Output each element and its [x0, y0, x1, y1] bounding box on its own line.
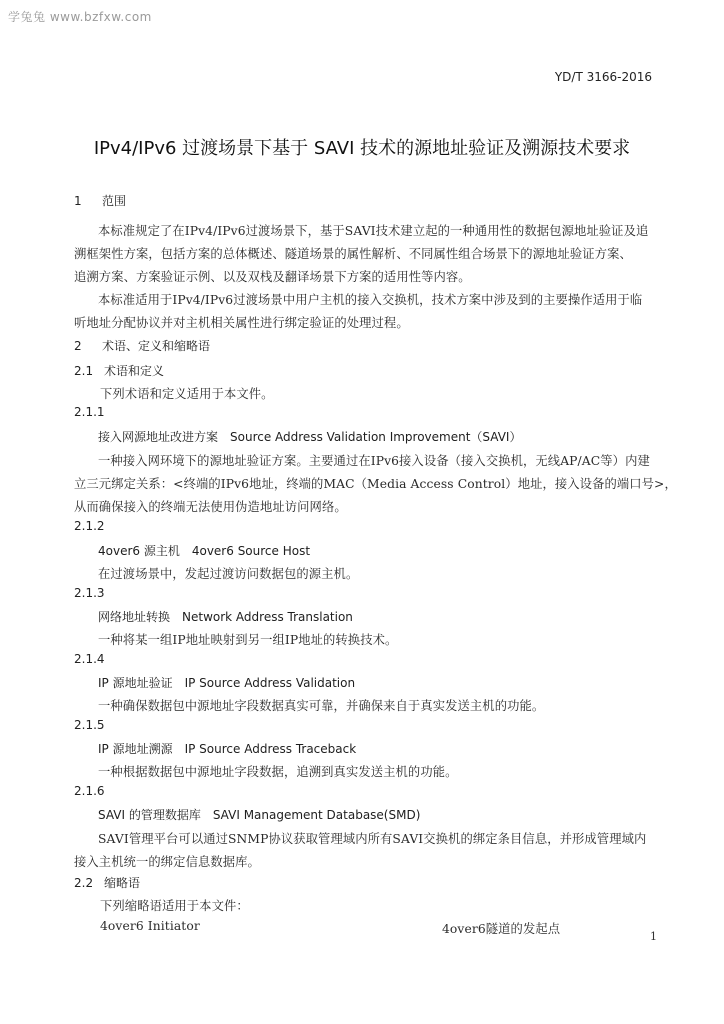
term-number: 2.1.2: [74, 519, 105, 533]
page-title: IPv4/IPv6 过渡场景下基于 SAVI 技术的源地址验证及溯源技术要求: [93, 138, 631, 159]
term-number: 2.1.5: [74, 718, 105, 732]
abbreviation-definition: 4over6隧道的发起点: [442, 922, 561, 936]
section-number: 2.2: [74, 876, 94, 890]
paragraph-line: 溯框架性方案，包括方案的总体概述、隧道场景的属性解析、不同属性组合场景下的源地址验证方案、: [74, 247, 632, 261]
paragraph-line: 一种接入网环境下的源地址验证方案。主要通过在IPv6接入设备（接入交换机，无线AP/AC等）内建: [98, 454, 650, 468]
paragraph-line: 立三元绑定关系：<终端的IPv6地址，终端的MAC（Media Access Control）地址，接入设备的端口号>，: [74, 477, 677, 491]
paragraph-line: 接入主机统一的绑定信息数据库。: [74, 855, 260, 869]
section-2-heading: [74, 337, 210, 354]
section-1-heading: [74, 192, 126, 209]
page-number: 1: [650, 930, 657, 943]
paragraph-line: 一种将某一组IP地址映射到另一组IP地址的转换技术。: [98, 633, 398, 647]
section-title: 范围: [102, 194, 127, 208]
term-title: 4over6 源主机 4over6 Source Host: [98, 544, 311, 558]
section-number: 2: [74, 339, 82, 353]
paragraph-line: 追溯方案、方案验证示例、以及双栈及翻译场景下方案的适用性等内容。: [74, 270, 471, 284]
paragraph-line: 下列术语和定义适用于本文件。: [100, 387, 274, 401]
paragraph-line: SAVI管理平台可以通过SNMP协议获取管理域内所有SAVI交换机的绑定条目信息，并形成管理域内: [98, 832, 647, 846]
paragraph-line: 听地址分配协议并对主机相关属性进行绑定验证的处理过程。: [74, 316, 409, 330]
paragraph-line: 一种根据数据包中源地址字段数据，追溯到真实发送主机的功能。: [98, 765, 458, 779]
watermark: 学兔兔 www.bzfxw.com: [8, 10, 152, 24]
term-title: 网络地址转换 Network Address Translation: [98, 610, 353, 624]
term-number: 2.1.1: [74, 405, 105, 419]
term-title: IP 源地址验证 IP Source Address Validation: [98, 676, 356, 690]
paragraph-line: 本标准适用于IPv4/IPv6过渡场景中用户主机的接入交换机，技术方案中涉及到的主要操作适用于临: [98, 293, 643, 307]
paragraph-line: 本标准规定了在IPv4/IPv6过渡场景下，基于SAVI技术建立起的一种通用性的数据包源地址验证及追: [98, 224, 649, 238]
paragraph-line: 一种确保数据包中源地址字段数据真实可靠，并确保来自于真实发送主机的功能。: [98, 699, 545, 713]
term-number: 2.1.6: [74, 784, 105, 798]
document-number: YD/T 3166-2016: [554, 70, 652, 84]
paragraph-line: 在过渡场景中，发起过渡访问数据包的源主机。: [98, 567, 359, 581]
paragraph-line: 从而确保接入的终端无法使用伪造地址访问网络。: [74, 500, 347, 514]
term-number: 2.1.4: [74, 652, 105, 666]
term-title: IP 源地址溯源 IP Source Address Traceback: [98, 742, 357, 756]
section-number: 2.1: [74, 364, 94, 378]
section-title: 术语和定义: [104, 364, 165, 378]
section-number: 1: [74, 194, 82, 208]
subsection-2-2-heading: [74, 874, 140, 891]
section-title: 缩略语: [104, 876, 141, 890]
section-title: 术语、定义和缩略语: [102, 339, 211, 353]
paragraph-line: 下列缩略语适用于本文件：: [100, 899, 249, 913]
subsection-2-1-heading: [74, 362, 164, 379]
term-number: 2.1.3: [74, 586, 105, 600]
term-title: 接入网源地址改进方案 Source Address Validation Improvement（SAVI）: [98, 430, 522, 444]
term-title: SAVI 的管理数据库 SAVI Management Database(SMD): [98, 808, 421, 822]
abbreviation-term: 4over6 Initiator: [100, 919, 200, 933]
